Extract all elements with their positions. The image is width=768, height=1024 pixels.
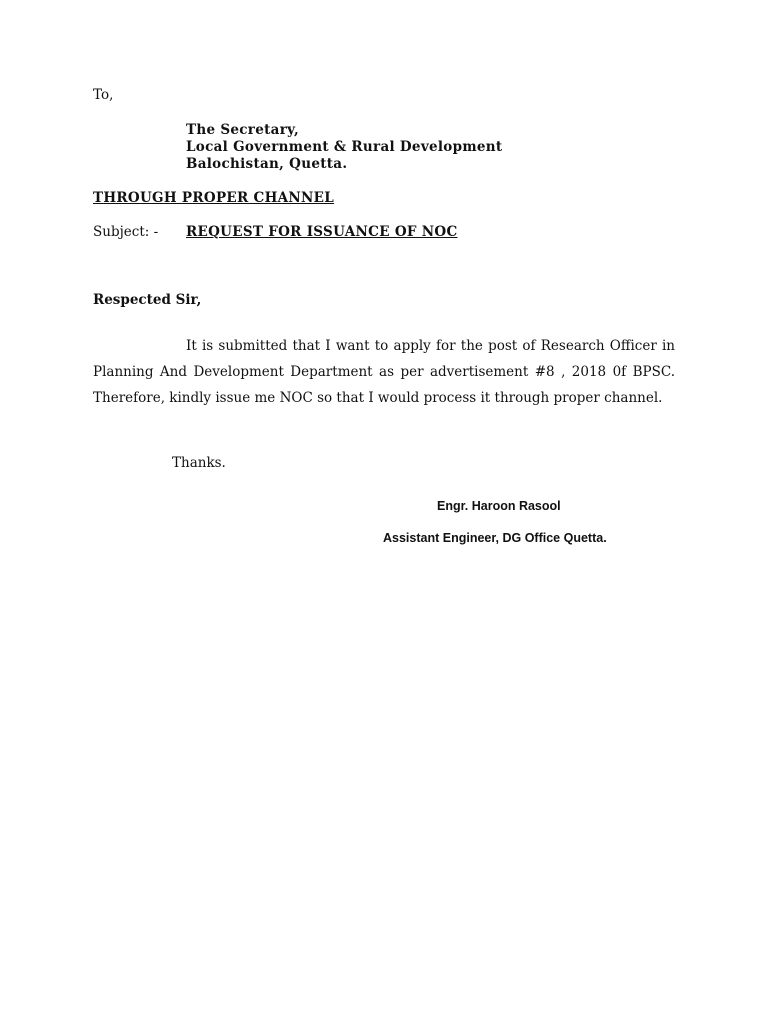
addressee-line-1: The Secretary, — [186, 122, 299, 138]
signatory-name: Engr. Haroon Rasool — [437, 499, 561, 513]
to-line: To, — [93, 87, 114, 103]
addressee-line-3: Balochistan, Quetta. — [186, 156, 348, 172]
salutation: Respected Sir, — [93, 292, 202, 308]
addressee-line-2: Local Government & Rural Development — [186, 139, 503, 155]
addressee-block — [186, 122, 502, 173]
signatory-title: Assistant Engineer, DG Office Quetta. — [383, 531, 607, 545]
through-proper-channel: THROUGH PROPER CHANNEL — [93, 190, 335, 206]
subject-text: REQUEST FOR ISSUANCE OF NOC — [186, 224, 458, 240]
subject-label: Subject: - — [93, 224, 159, 240]
closing-thanks: Thanks. — [172, 455, 226, 471]
body-paragraph: It is submitted that I want to apply for the post of Research Officer in Planning And Development Department as per advertisement #8 , 2018 0f BPSC. Therefore, kindly issue me NOC so that I would process it through proper channel. — [93, 338, 675, 406]
